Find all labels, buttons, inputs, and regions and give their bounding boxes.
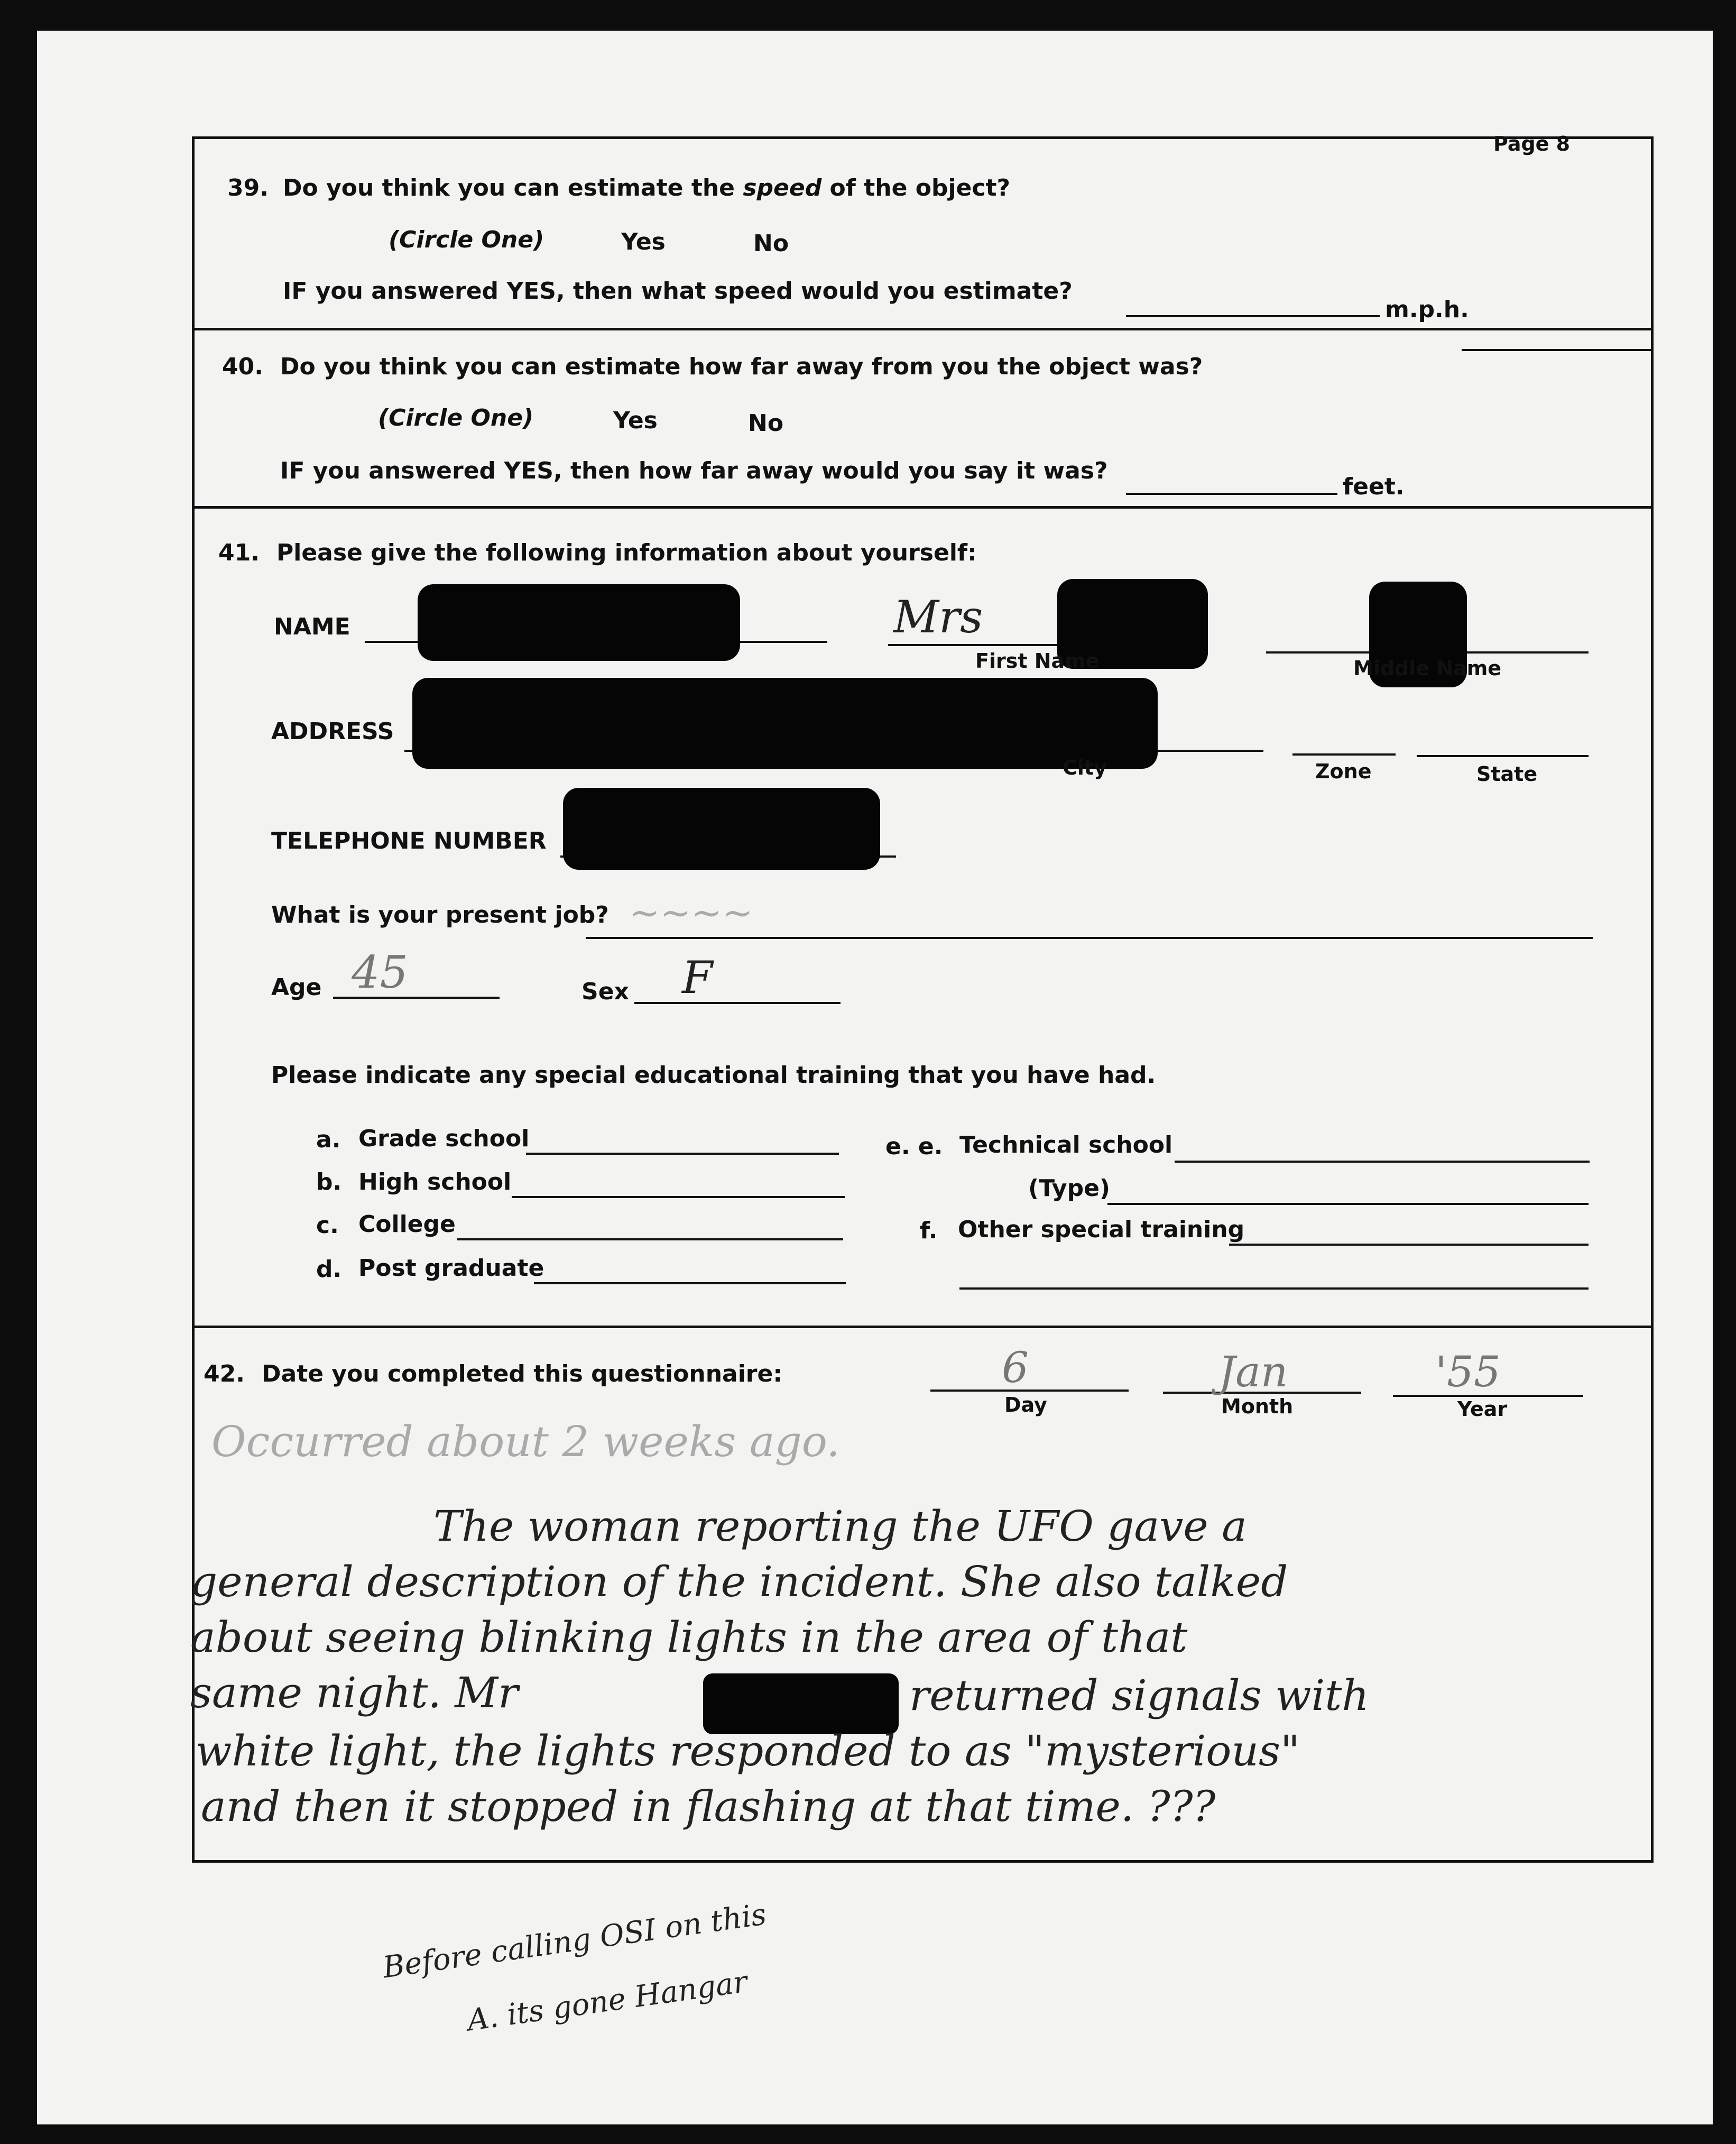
state-caption: State	[1476, 762, 1538, 786]
age-value: 45	[352, 946, 408, 998]
edu-other-training-label: Other special training	[958, 1216, 1245, 1243]
redaction-address	[412, 678, 1158, 769]
first-name-caption: First Name	[975, 649, 1100, 673]
q41-number: 41.	[218, 539, 260, 566]
job-handwriting-illegible: ~~~~	[629, 891, 753, 934]
q40-distance-field[interactable]	[1126, 493, 1337, 495]
page-number: Page 8	[1493, 132, 1571, 155]
day-value: 6	[1002, 1343, 1029, 1392]
section-divider-41-42	[192, 1326, 1654, 1328]
q40-number: 40.	[222, 353, 263, 380]
edu-post-graduate-label: Post graduate	[358, 1255, 544, 1282]
day-caption: Day	[1004, 1393, 1047, 1416]
q40-no-option[interactable]: No	[748, 410, 784, 437]
q39-unit: m.p.h.	[1385, 296, 1469, 323]
q39-question-pre: Do you think you can estimate the	[283, 174, 735, 201]
month-value: Jan	[1218, 1347, 1288, 1396]
edu-d-letter: d.	[316, 1256, 342, 1283]
note-line-7: and then it stopped in flashing at that time. ???	[201, 1782, 1216, 1831]
q40-unit: feet.	[1343, 473, 1405, 500]
bottom-note-line-1: Before calling OSI on this	[381, 1897, 769, 1985]
note-line-3: general description of the incident. She also talked	[190, 1557, 1288, 1606]
q39-circle-one: (Circle One)	[389, 226, 544, 253]
handwritten-name-title: Mrs	[893, 591, 983, 643]
edu-type-field[interactable]	[1107, 1203, 1589, 1205]
name-label: NAME	[274, 613, 350, 640]
note-line-2: The woman reporting the UFO gave a	[433, 1502, 1247, 1551]
education-prompt: Please indicate any special educational training that you have had.	[271, 1062, 1156, 1089]
q39-rule	[1462, 349, 1652, 351]
edu-other-training-field-2[interactable]	[959, 1287, 1589, 1290]
q39-question	[283, 174, 1010, 201]
year-caption: Year	[1457, 1397, 1508, 1421]
note-line-5: same night. Mr	[190, 1668, 519, 1717]
q39-number: 39.	[227, 174, 269, 201]
edu-e-letter: e. e.	[885, 1133, 943, 1160]
zone-field[interactable]	[1292, 753, 1396, 756]
city-caption: City	[1063, 756, 1107, 779]
redaction-last-name	[418, 584, 740, 661]
note-line-4: about seeing blinking lights in the area of that	[190, 1613, 1188, 1662]
edu-grade-school-label: Grade school	[358, 1125, 530, 1152]
zone-caption: Zone	[1315, 760, 1372, 783]
edu-high-school-label: High school	[358, 1168, 512, 1195]
sex-field[interactable]	[634, 1002, 841, 1004]
q40-question: Do you think you can estimate how far away from you the object was?	[280, 353, 1203, 380]
edu-other-training-field[interactable]	[1229, 1244, 1589, 1246]
telephone-label: TELEPHONE NUMBER	[271, 827, 547, 854]
sex-label: Sex	[581, 978, 629, 1005]
q39-question-post: of the object?	[829, 174, 1011, 201]
job-label: What is your present job?	[271, 901, 609, 928]
edu-b-letter: b.	[316, 1168, 342, 1195]
q39-followup: IF you answered YES, then what speed would you estimate?	[283, 278, 1073, 305]
state-field[interactable]	[1417, 755, 1589, 757]
year-value: '55	[1435, 1347, 1501, 1396]
q42-question: Date you completed this questionnaire:	[262, 1360, 782, 1387]
q39-no-option[interactable]: No	[753, 230, 789, 257]
edu-c-letter: c.	[316, 1212, 339, 1239]
q40-yes-option[interactable]: Yes	[613, 407, 658, 434]
bottom-note-line-2: A. its gone Hangar	[465, 1964, 750, 2038]
edu-a-letter: a.	[316, 1126, 341, 1153]
section-divider-39-40	[192, 328, 1654, 330]
edu-type-label: (Type)	[1028, 1175, 1111, 1202]
note-line-1: Occurred about 2 weeks ago.	[211, 1417, 840, 1466]
edu-high-school-field[interactable]	[512, 1196, 845, 1198]
middle-name-caption: Middle Name	[1353, 657, 1502, 680]
redaction-telephone	[563, 788, 880, 870]
q40-followup: IF you answered YES, then how far away would you say it was?	[280, 457, 1108, 484]
section-divider-40-41	[192, 506, 1654, 509]
day-field[interactable]	[930, 1390, 1129, 1392]
edu-college-field[interactable]	[457, 1238, 843, 1240]
note-line-5b: returned signals with	[909, 1671, 1369, 1720]
address-label: ADDRESS	[271, 718, 394, 745]
q39-speed-field[interactable]	[1126, 315, 1380, 317]
job-field[interactable]	[586, 937, 1593, 939]
edu-post-graduate-field[interactable]	[534, 1282, 846, 1284]
q42-number: 42.	[204, 1360, 245, 1387]
sex-value: F	[682, 952, 713, 1004]
edu-grade-school-field[interactable]	[526, 1153, 839, 1155]
redaction-note-name	[703, 1673, 899, 1734]
q40-circle-one: (Circle One)	[378, 404, 534, 431]
edu-technical-school-field[interactable]	[1175, 1161, 1590, 1163]
edu-f-letter: f.	[920, 1217, 938, 1244]
note-line-6: white light, the lights responded to as "mysterious"	[196, 1726, 1300, 1775]
q39-yes-option[interactable]: Yes	[621, 228, 666, 255]
q39-question-emphasis: speed	[743, 174, 822, 201]
edu-technical-school-label: Technical school	[959, 1131, 1173, 1158]
q41-question: Please give the following information about yourself:	[276, 539, 977, 566]
age-label: Age	[271, 974, 322, 1001]
edu-college-label: College	[358, 1211, 456, 1238]
month-caption: Month	[1221, 1395, 1294, 1418]
